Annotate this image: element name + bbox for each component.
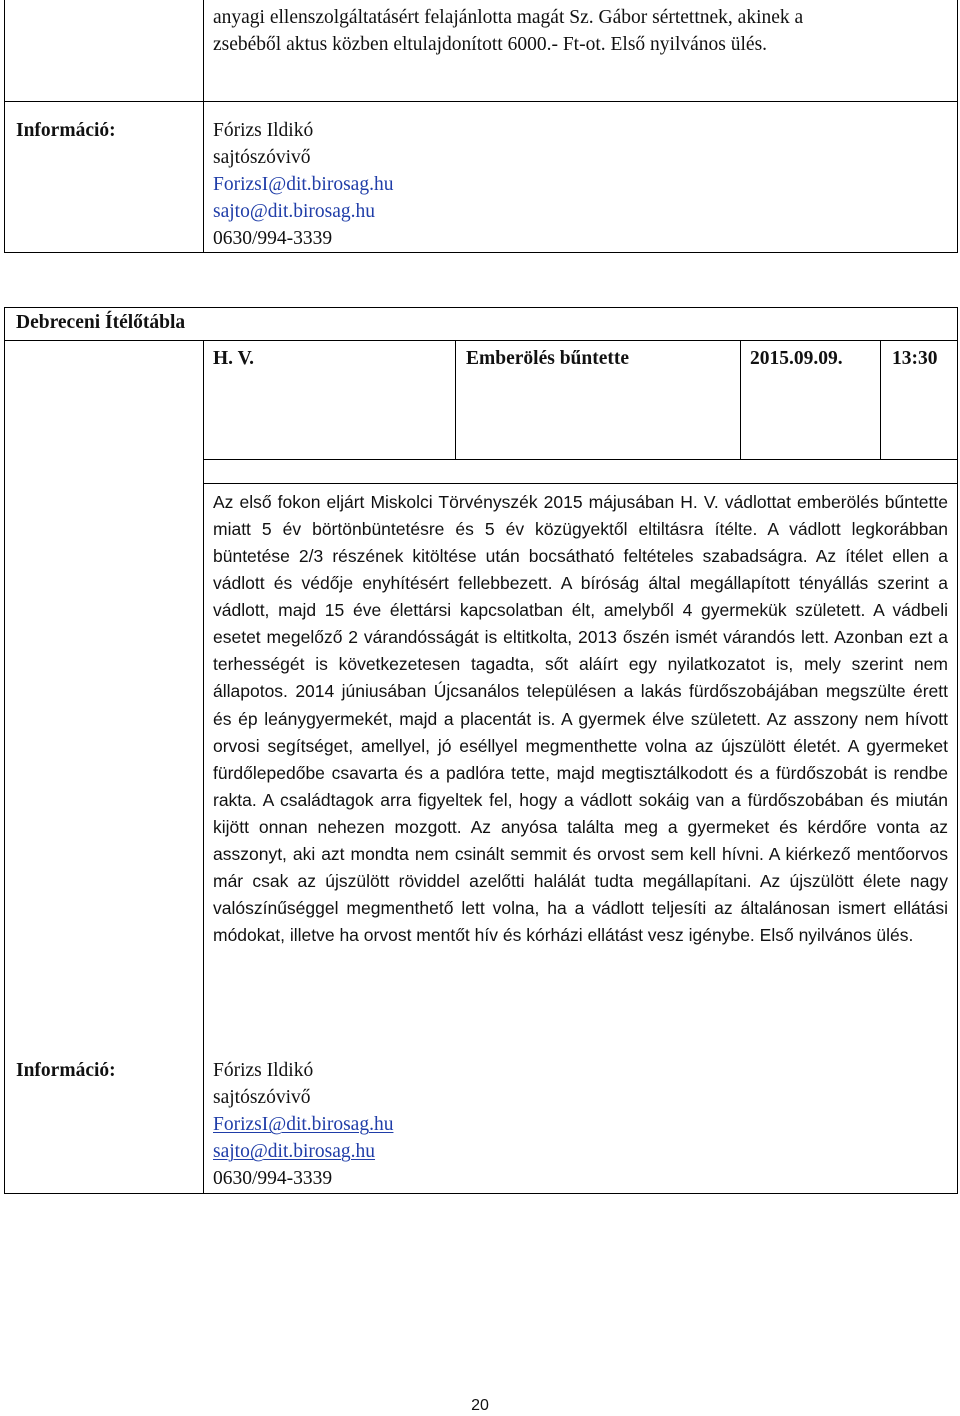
page-number: 20 [471, 1397, 489, 1414]
table-border-bottom [4, 252, 958, 253]
contact-block [213, 117, 393, 252]
case-cell-divider [880, 340, 881, 460]
contact-email-link[interactable]: ForizsI@dit.birosag.hu [213, 1114, 394, 1135]
text-line: anyagi ellenszolgáltatásért felajánlotta magát Sz. Gábor sértettnek, akinek a [213, 7, 804, 28]
table-row-divider [4, 101, 958, 102]
contact-role: sajtószóvivő [213, 147, 311, 168]
table-border-right [957, 307, 958, 1194]
info-label: Információ: [16, 1060, 116, 1081]
contact-phone: 0630/994-3339 [213, 1168, 333, 1189]
case-cell-divider [740, 340, 741, 460]
table-column-divider [203, 0, 204, 253]
table-border-left [4, 307, 5, 1194]
contact-name: Fórizs Ildikó [213, 120, 314, 141]
contact-name: Fórizs Ildikó [213, 1060, 314, 1081]
info-label: Információ: [16, 120, 116, 141]
table-border-left [4, 0, 5, 253]
case-time: 13:30 [892, 348, 938, 369]
table-border-bottom [4, 1193, 958, 1194]
case-number: H. V. [213, 348, 255, 369]
contact-email-link[interactable]: ForizsI@dit.birosag.hu [213, 174, 394, 195]
case-cell-divider [455, 340, 456, 460]
case-charge: Emberölés bűntette [466, 348, 630, 369]
case-date: 2015.09.09. [750, 348, 843, 369]
table-border-right [957, 0, 958, 253]
press-email-link[interactable]: sajto@dit.birosag.hu [213, 201, 376, 222]
contact-phone: 0630/994-3339 [213, 228, 333, 249]
header-row-divider [4, 340, 958, 341]
case-description-continuation [213, 4, 948, 58]
table-border-top [4, 307, 958, 308]
press-email-link[interactable]: sajto@dit.birosag.hu [213, 1141, 376, 1162]
contact-role: sajtószóvivő [213, 1087, 311, 1108]
empty-row-divider [203, 483, 958, 484]
contact-block [213, 1057, 393, 1192]
table-column-divider [203, 340, 204, 1194]
case-description: Az első fokon eljárt Miskolci Törvényszék 2015 májusában H. V. vádlottat emberölés bűntette miatt 5 év börtönbüntetésre és 5 év közügyektől eltiltásra ítélte. A vádlott legkorábban büntetése 2/3 részének kitöltése után bocsátható feltételes szabadságra. Az ítélet ellen a vádlott és védője enyhítésért fellebbezett. A bíróság által megállapított tényállás szerint a vádlott, majd 15 éve élettársi kapcsolatban élt, amelyből 4 gyermekük született. A vádbeli esetet megelőző 2 várandósságát is eltitkolta, 2013 őszén ismét várandós lett. Azonban ezt a terhességét is következetesen tagadta, sőt aláírt egy nyilatkozatot is, mely szerint nem állapotos. 2014 júniusában Újcsanálos településen a lakás fürdőszobájában megszülte érett és ép leánygyermekét, majd a placentát is. A gyermek élve született. Az asszony nem hívott orvosi segítséget, amellyel, jó eséllyel megmenthette volna az újszülött életét. A gyermeket fürdőlepedőbe csavarta és a padlóra tette, majd megtisztálkodott és a fürdőszobát is rendbe rakta. A családtagok arra figyeltek fel, hogy a vádlott sokáig van a fürdőszobában és miután kijött onnan nehezen mozgott. Az anyósa találta meg a gyermeket és kérdőre vonta az asszonyt, aki azt mondta nem csinált semmit és orvost sem kell hívni. A kiérkező mentőorvos már csak az újszülött röviddel azelőtti halálát tudta megállapítani. Az újszülött élete nagy valószínűséggel megmenthető lett volna, ha a vádlott teljesíti az általánosan ismert ellátási módokat, illetve ha orvost mentőt hív és kórházi ellátást vesz igénybe. Első nyilvános ülés. [213, 492, 948, 945]
court-name: Debreceni Ítélőtábla [16, 312, 186, 333]
text-line: zsebéből aktus közben eltulajdonított 6000.- Ft-ot. Első nyilvános ülés. [213, 34, 768, 55]
case-row-divider [203, 459, 958, 460]
